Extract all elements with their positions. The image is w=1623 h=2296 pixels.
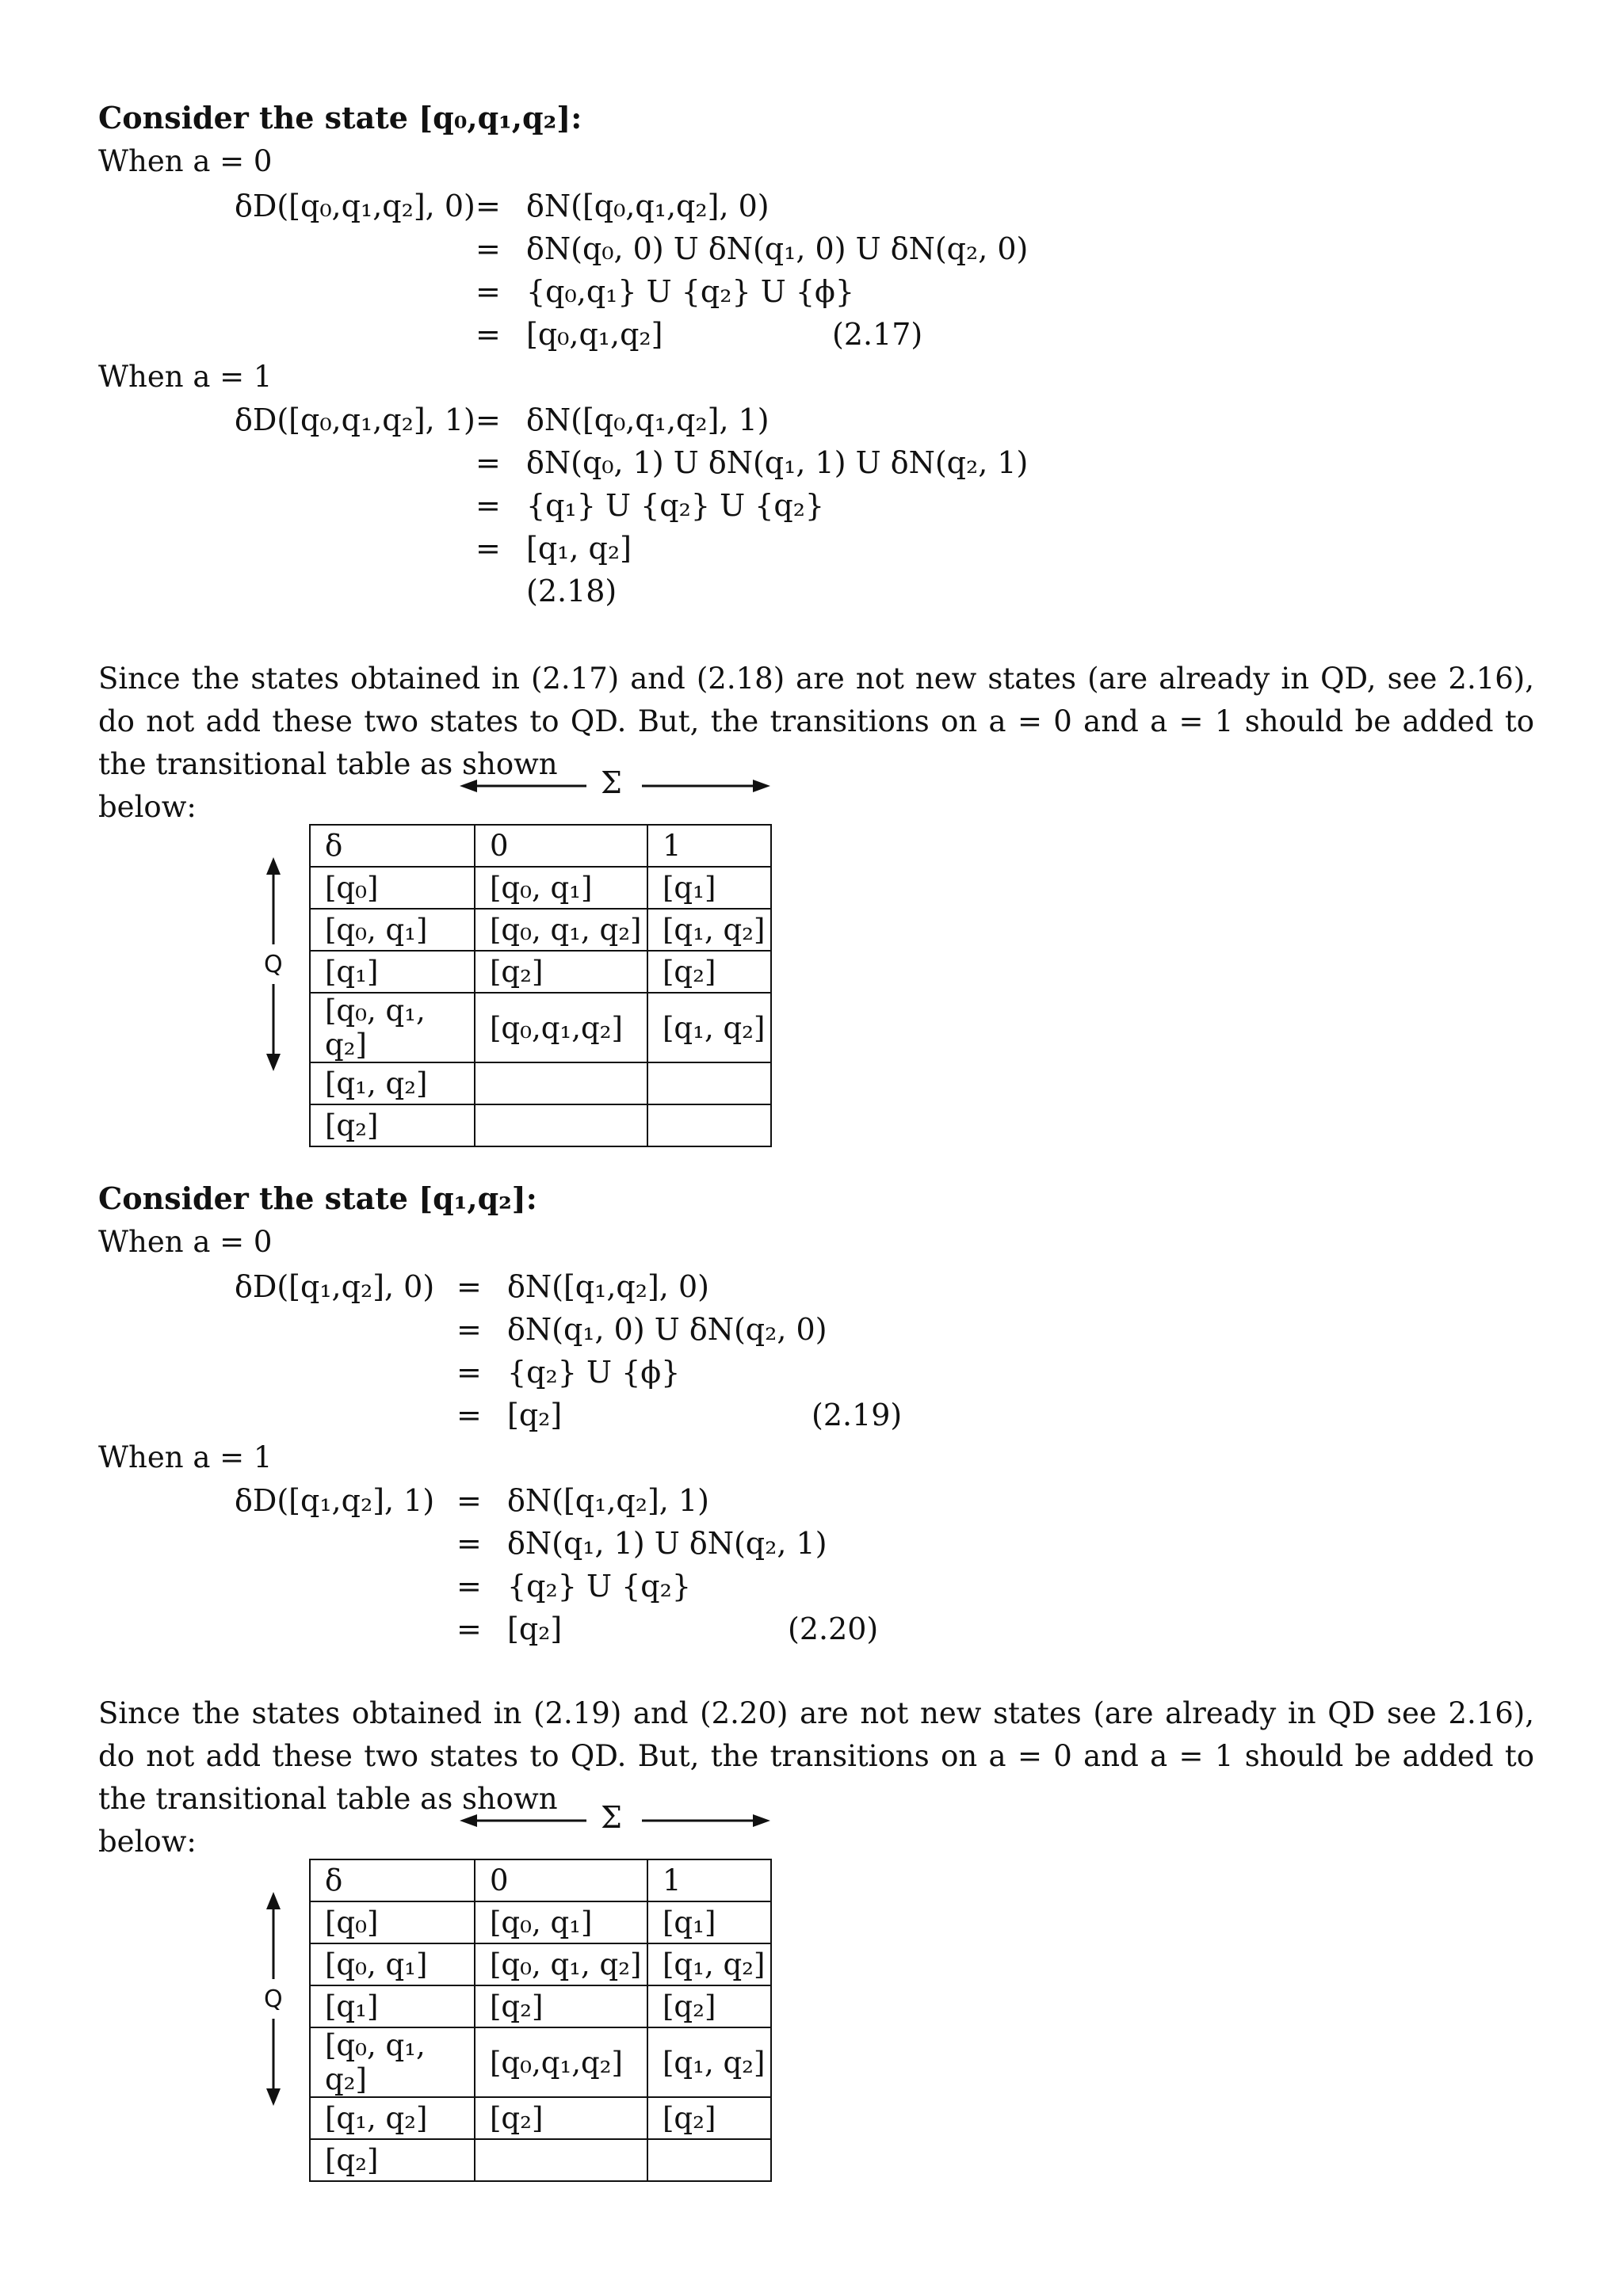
equals-sign: = [475,231,501,266]
table-cell: [q₀] [310,867,475,909]
table-cell: [q₁, q₂] [647,2027,771,2097]
table-cell: [q₁] [310,1985,475,2027]
table-cell: [q₁, q₂] [647,909,771,951]
table-row [310,867,771,909]
section1-rhs-a1-line3: {q₁} U {q₂} U {q₂} [526,488,825,523]
equals-sign: = [475,488,501,523]
equals-sign: = [456,1398,482,1432]
section2-rhs-a0-line2: δN(q₁, 0) U δN(q₂, 0) [507,1312,827,1347]
equals-sign: = [456,1569,482,1604]
table-cell [647,1104,771,1146]
table-header-cell: 1 [647,1859,771,1901]
table-row [310,1985,771,2027]
table-cell: [q₂] [475,951,647,993]
section2-rhs-a0-line4: [q₂] [507,1398,563,1432]
section2-paragraph-text: Since the states obtained in (2.19) and (2.20) are not new states (are already in QD see 2.16), do not add these two states to QD. But, the transitions on a = 0 and a = 1 should be added to the transitional table as shown [98,1696,1534,1816]
equals-sign: = [456,1312,482,1347]
table-cell: [q₂] [310,2139,475,2181]
section2-lhs-a1: δD([q₁,q₂], 1) [235,1483,435,1518]
table-cell [475,1104,647,1146]
equals-sign: = [475,531,501,566]
table-cell: [q₀, q₁, q₂] [475,1943,647,1985]
section1-rhs-a0-line3: {q₀,q₁} U {q₂} U {ϕ} [526,274,855,309]
section1-rhs-a0-line4: [q₀,q₁,q₂] [526,317,663,352]
table-cell [475,1062,647,1104]
section1-heading: Consider the state [q₀,q₁,q₂]: [98,100,582,135]
section1-rhs-a1-line1: δN([q₀,q₁,q₂], 1) [526,402,769,437]
q-label: Q [264,1985,283,2013]
section2-lhs-a0: δD([q₁,q₂], 0) [235,1269,435,1304]
section1-rhs-a0-line2: δN(q₀, 0) U δN(q₁, 0) U δN(q₂, 0) [526,231,1029,266]
section2-paragraph [98,1692,1534,1863]
table-cell: [q₁, q₂] [647,993,771,1062]
table-row [310,1943,771,1985]
equation-number-2-20: (2.20) [788,1611,879,1646]
table-cell: [q₁] [647,1901,771,1943]
table-cell: [q₂] [647,951,771,993]
table-cell: [q₁, q₂] [310,1062,475,1104]
table-header-row [310,825,771,867]
table-header-row [310,1859,771,1901]
equation-number-2-18: (2.18) [526,574,617,608]
table-cell: [q₂] [475,2097,647,2139]
table-cell: [q₀,q₁,q₂] [475,2027,647,2097]
table-cell: [q₂] [310,1104,475,1146]
table-row [310,1104,771,1146]
equation-number-2-17: (2.17) [832,317,923,352]
section1-lhs-a0: δD([q₀,q₁,q₂], 0) [235,189,475,223]
section1-rhs-a1-line4: [q₁, q₂] [526,531,632,566]
table-header-cell: 0 [475,1859,647,1901]
table-row [310,1901,771,1943]
table-header-cell: δ [310,1859,475,1901]
section1-when-a1: When a = 1 [98,360,273,394]
equation-number-2-19: (2.19) [812,1398,903,1432]
table-cell: [q₀, q₁] [310,909,475,951]
table-cell: [q₀, q₁] [310,1943,475,1985]
table-cell: [q₂] [647,2097,771,2139]
equals-sign: = [475,445,501,480]
equals-sign: = [456,1611,482,1646]
table-cell: [q₁] [647,867,771,909]
sigma-label: Σ [601,765,622,800]
section1-paragraph [98,658,1534,829]
table-header-cell: δ [310,825,475,867]
section2-rhs-a0-line3: {q₂} U {ϕ} [507,1355,681,1390]
table-cell [647,1062,771,1104]
table-cell: [q₀] [310,1901,475,1943]
sigma-label: Σ [601,1800,622,1835]
section1-lhs-a1: δD([q₀,q₁,q₂], 1) [235,402,475,437]
table-header-cell: 0 [475,825,647,867]
section1-rhs-a1-line2: δN(q₀, 1) U δN(q₁, 1) U δN(q₂, 1) [526,445,1029,480]
table-cell: [q₀, q₁, q₂] [310,993,475,1062]
section1-paragraph-last: below: [98,790,197,824]
table-row [310,2139,771,2181]
section2-rhs-a1-line1: δN([q₁,q₂], 1) [507,1483,709,1518]
table-cell [475,2139,647,2181]
table-cell: [q₁] [310,951,475,993]
equals-sign: = [456,1269,482,1304]
section2-rhs-a1-line4: [q₂] [507,1611,563,1646]
equals-sign: = [456,1355,482,1390]
table-row [310,909,771,951]
section1-paragraph-text: Since the states obtained in (2.17) and (2.18) are not new states (are already in QD, see 2.16), do not add these two states to QD. But, the transitions on a = 0 and a = 1 should be added to the transitional table as shown [98,662,1534,781]
table-cell: [q₀, q₁, q₂] [310,2027,475,2097]
transition-table-1 [309,824,772,1147]
table-cell [647,2139,771,2181]
table-cell: [q₀, q₁] [475,867,647,909]
table-header-cell: 1 [647,825,771,867]
equals-sign: = [456,1483,482,1518]
table-cell: [q₁, q₂] [647,1943,771,1985]
q-label: Q [264,951,283,978]
table-row [310,1062,771,1104]
table-cell: [q₂] [647,1985,771,2027]
section1-when-a0: When a = 0 [98,144,273,178]
section2-rhs-a1-line3: {q₂} U {q₂} [507,1569,692,1604]
section2-rhs-a0-line1: δN([q₁,q₂], 0) [507,1269,709,1304]
equals-sign: = [456,1526,482,1561]
table-cell: [q₀,q₁,q₂] [475,993,647,1062]
section2-paragraph-last: below: [98,1825,197,1859]
table-cell: [q₀, q₁] [475,1901,647,1943]
section2-when-a1: When a = 1 [98,1440,273,1474]
table-cell: [q₀, q₁, q₂] [475,909,647,951]
section2-when-a0: When a = 0 [98,1225,273,1259]
transition-table-2 [309,1859,772,2182]
table-cell: [q₁, q₂] [310,2097,475,2139]
table-row [310,951,771,993]
equals-sign: = [475,317,501,352]
section2-heading: Consider the state [q₁,q₂]: [98,1180,537,1216]
table-row [310,2097,771,2139]
table-row [310,993,771,1062]
equals-sign: = [475,189,501,223]
equals-sign: = [475,402,501,437]
table-cell: [q₂] [475,1985,647,2027]
section2-rhs-a1-line2: δN(q₁, 1) U δN(q₂, 1) [507,1526,827,1561]
equals-sign: = [475,274,501,309]
section1-rhs-a0-line1: δN([q₀,q₁,q₂], 0) [526,189,769,223]
table-row [310,2027,771,2097]
